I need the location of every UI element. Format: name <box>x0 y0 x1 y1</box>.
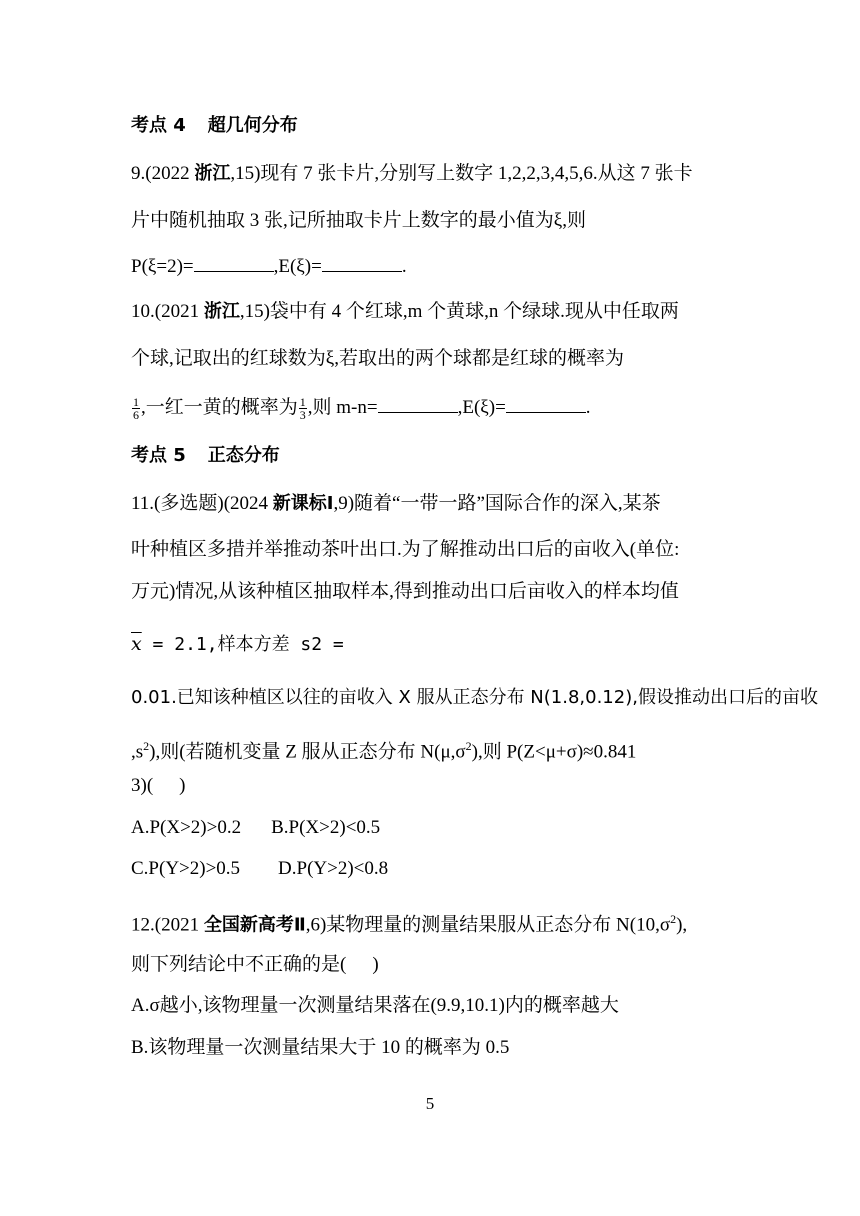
q11-text-b: ),则(若随机变量 Z 服从正态分布 N(μ,σ <box>149 741 466 763</box>
q12-line-2 <box>131 953 379 977</box>
fraction <box>299 396 307 421</box>
q11-line-6 <box>131 734 636 764</box>
section-label: 考点 4 <box>131 115 186 136</box>
superscript: 2 <box>143 739 150 753</box>
q9-source: 浙江 <box>194 163 231 184</box>
q10-prefix: 10.(2021 <box>131 301 204 322</box>
q10-mn-label: ,则 m-n= <box>307 397 378 418</box>
section-heading-4 <box>131 114 298 138</box>
q9-line-2: 片中随机抽取 3 张,记所抽取卡片上数字的最小值为ξ,则 <box>131 210 586 231</box>
q10-line-2: 个球,记取出的红球数为ξ,若取出的两个球都是红球的概率为 <box>131 348 624 369</box>
q12-option-a[interactable]: A.σ越小,该物理量一次测量结果落在(9.9,10.1)内的概率越大 <box>131 995 619 1016</box>
sample-mean-symbol: $\overline{x}$ <box>131 633 142 655</box>
option-a[interactable]: A.P(X>2)>0.2 <box>131 817 242 838</box>
q12-text: ,6)某物理量的测量结果服从正态分布 N(10,σ <box>305 914 671 936</box>
option-b[interactable]: B.P(X>2)<0.5 <box>271 817 381 838</box>
q10-line-3 <box>131 394 591 421</box>
q12-line-1 <box>131 907 687 937</box>
period: . <box>401 256 407 277</box>
denominator: 3 <box>299 408 306 423</box>
q10-mid: ,一红一黄的概率为 <box>141 397 298 418</box>
q11-text-b: ) <box>179 775 186 796</box>
denominator: 6 <box>133 408 139 423</box>
q12-text-b: ) <box>372 954 379 975</box>
answer-blank[interactable] <box>506 394 586 413</box>
option-c[interactable]: C.P(Y>2)>0.5 <box>131 858 241 879</box>
q12-text-end: ), <box>676 914 688 936</box>
page-number: 5 <box>425 1094 435 1113</box>
q11-line-2: 叶种植区多措并举推动茶叶出口.为了解推动出口后的亩收入(单位: <box>131 539 680 560</box>
answer-blank[interactable] <box>322 253 402 272</box>
q11-line-3: 万元)情况,从该种植区抽取样本,得到推动出口后亩收入的样本均值 <box>131 581 679 602</box>
q9-p-label: P(ξ=2)= <box>131 256 194 277</box>
q11-text-c: ),则 P(Z<μ+σ)≈0.841 <box>471 741 637 763</box>
q11-line-5: 0.01.已知该种植区以往的亩收入 X 服从正态分布 N(1.8,0.12),假设推动出口后的亩收 <box>131 687 818 708</box>
option-d[interactable]: D.P(Y>2)<0.8 <box>278 858 389 879</box>
q10-line-1 <box>131 300 679 324</box>
q10-source: 浙江 <box>203 301 240 322</box>
q11-prefix: 11.(多选题)(2024 <box>131 493 273 514</box>
q9-line-3 <box>131 253 407 279</box>
q12-source: 全国新高考Ⅱ <box>203 914 306 936</box>
q10-text: ,15)袋中有 4 个红球,m 个黄球,n 个绿球.现从中任取两 <box>239 301 679 322</box>
superscript: 2 <box>465 739 472 753</box>
q9-prefix: 9.(2022 <box>131 163 195 184</box>
q11-line-4 <box>131 632 344 657</box>
q12-option-b[interactable]: B.该物理量一次测量结果大于 10 的概率为 0.5 <box>131 1037 510 1058</box>
q11-text-a: ,s <box>131 741 144 763</box>
answer-blank[interactable] <box>194 253 274 272</box>
section-title: 超几何分布 <box>207 115 298 136</box>
q11-text: ,9)随着“一带一路”国际合作的深入,某茶 <box>333 493 661 514</box>
section-title: 正态分布 <box>207 445 280 466</box>
answer-blank[interactable] <box>378 394 458 413</box>
q9-e-label: ,E(ξ)= <box>273 256 322 277</box>
section-label: 考点 5 <box>131 445 186 466</box>
q9-line-1 <box>131 162 693 186</box>
q11-source: 新课标Ⅰ <box>272 493 334 514</box>
numerator: 1 <box>133 395 139 410</box>
q11-line-7 <box>131 774 185 798</box>
q12-prefix: 12.(2021 <box>131 914 204 936</box>
q10-e-label: ,E(ξ)= <box>457 397 506 418</box>
period: . <box>585 397 591 418</box>
numerator: 1 <box>299 395 306 410</box>
q11-options-row-2 <box>131 857 388 881</box>
q11-mean-text: = 2.1,样本方差 s2 = <box>141 634 344 655</box>
q11-line-1 <box>131 492 661 516</box>
q11-options-row-1 <box>131 816 380 840</box>
q11-text-a: 3)( <box>131 775 154 796</box>
superscript: 2 <box>670 912 677 926</box>
fraction <box>132 396 140 421</box>
section-heading-5 <box>131 444 280 468</box>
q12-text-a: 则下列结论中不正确的是( <box>131 954 347 975</box>
q9-text: ,15)现有 7 张卡片,分别写上数字 1,2,2,3,4,5,6.从这 7 张卡 <box>230 163 693 184</box>
